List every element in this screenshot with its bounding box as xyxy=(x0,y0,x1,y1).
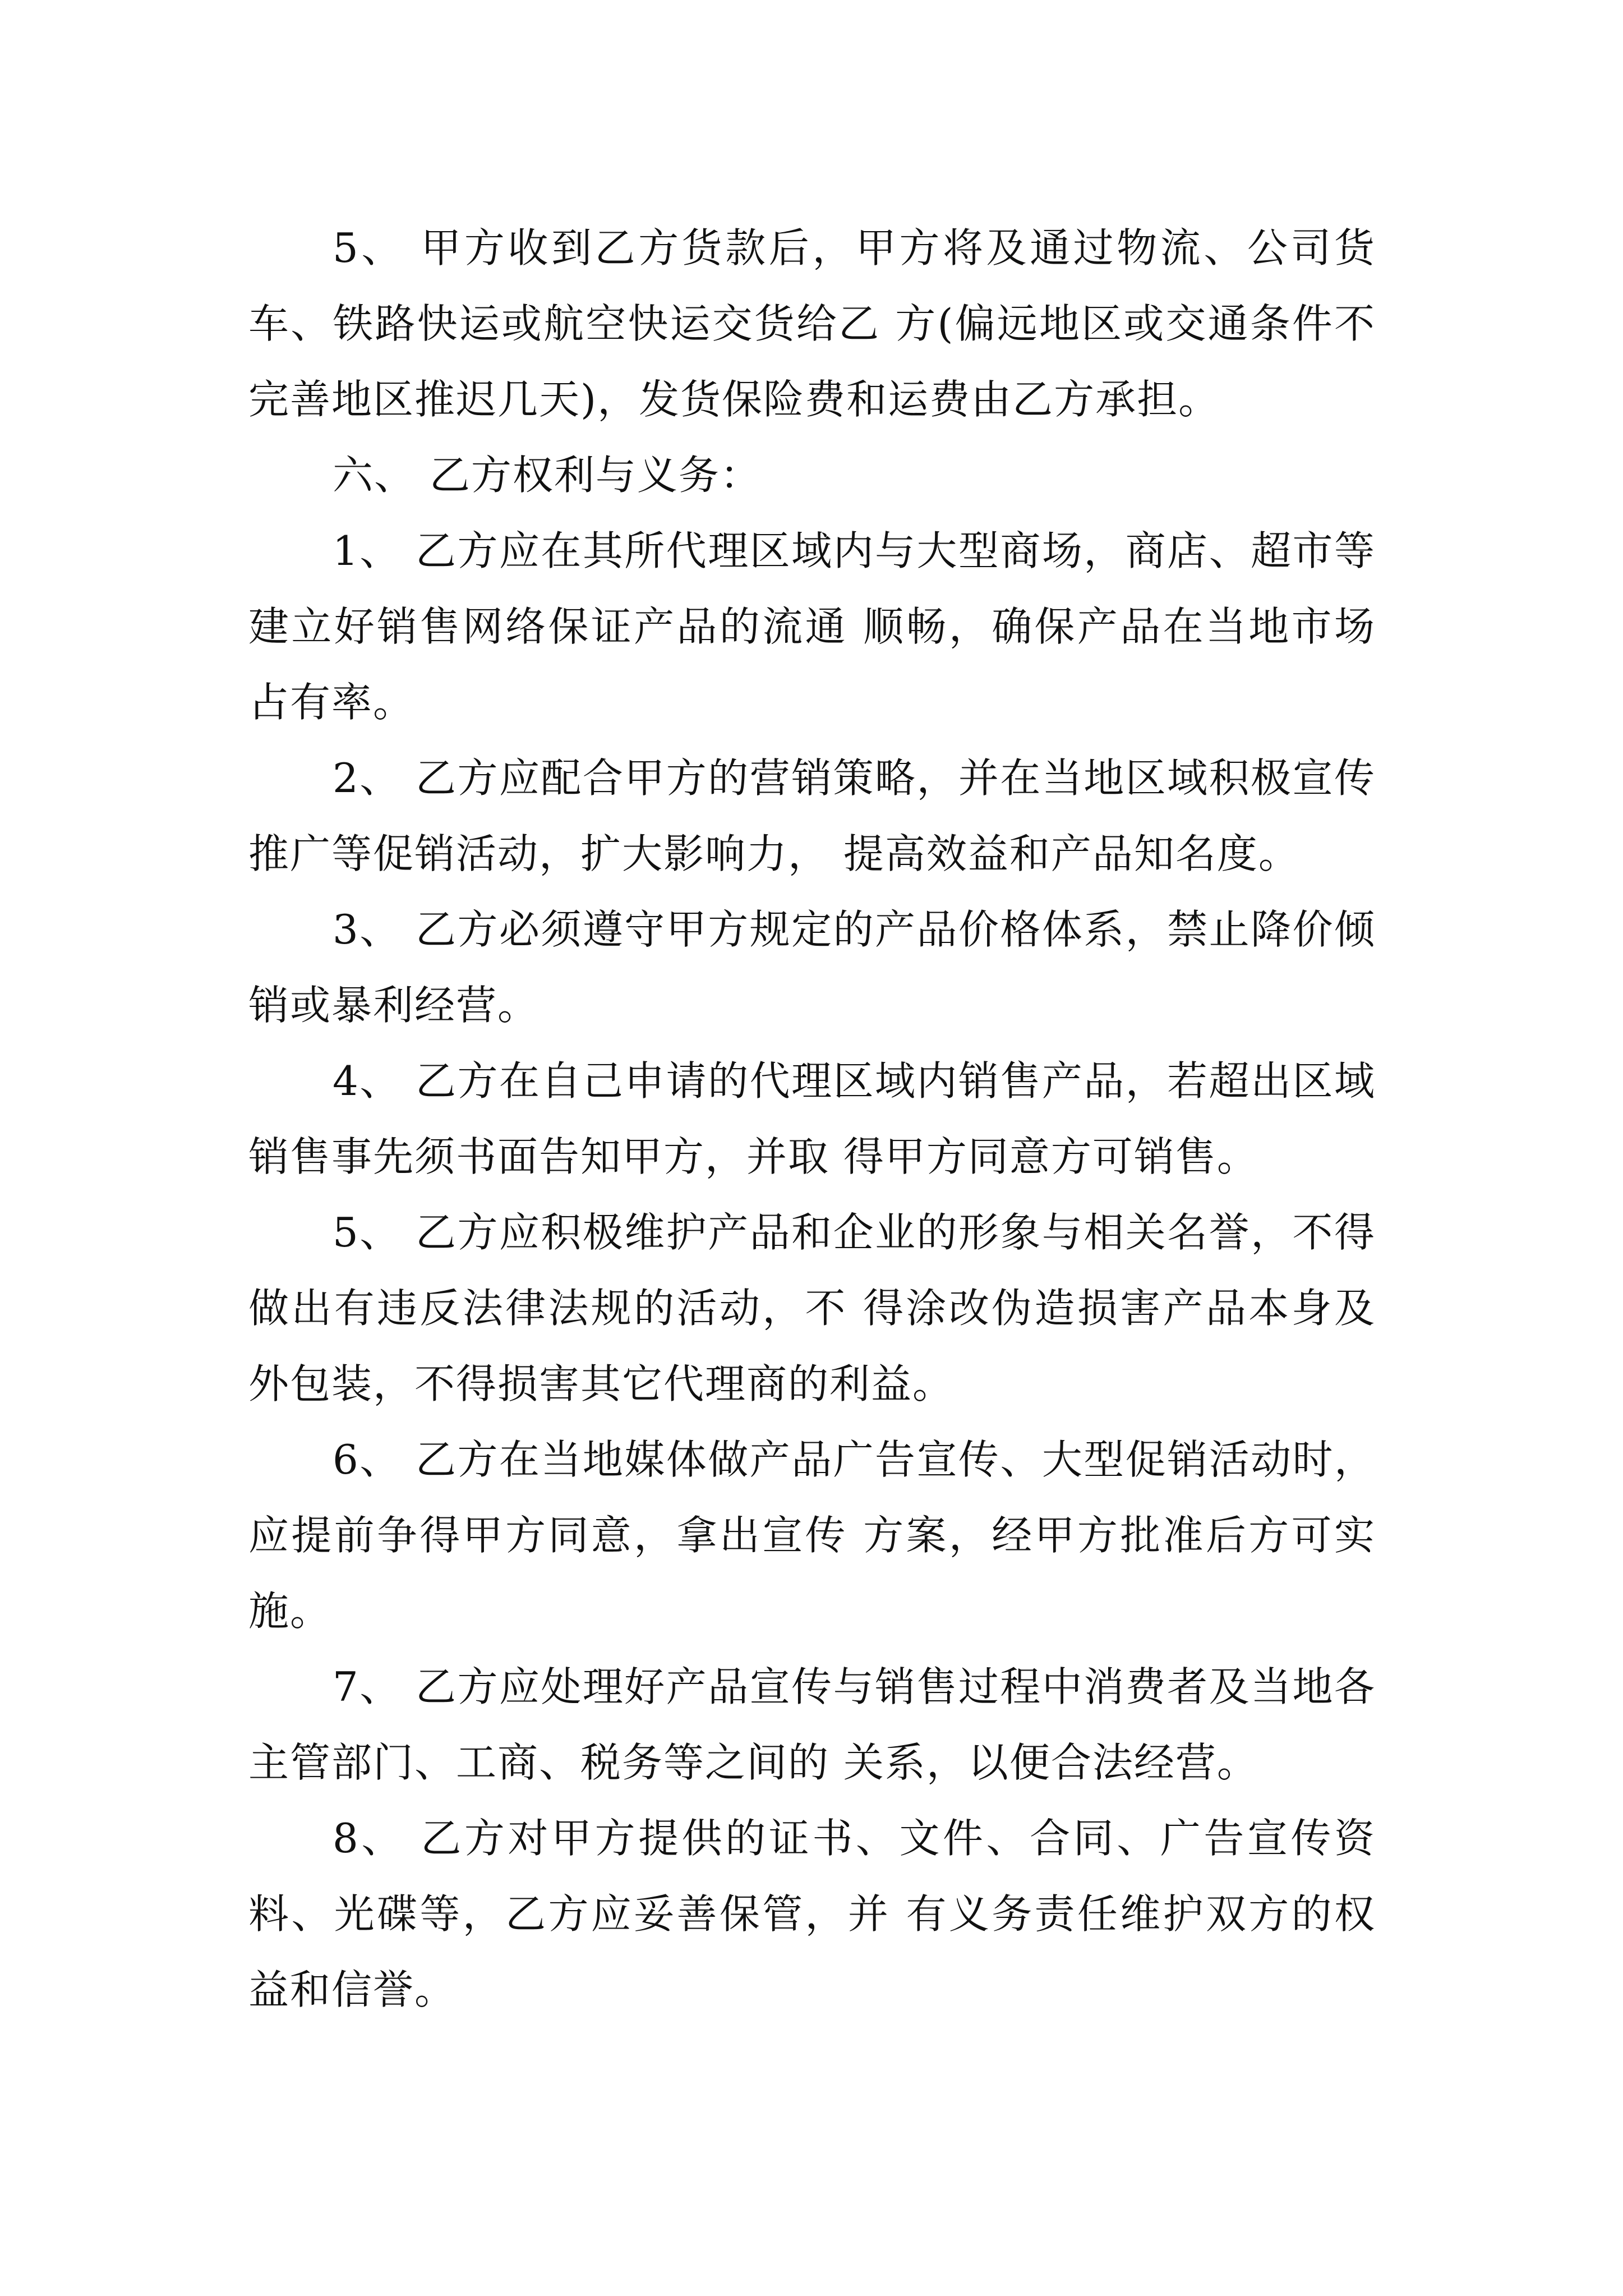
clause-5-delivery: 5、 甲方收到乙方货款后，甲方将及通过物流、公司货车、铁路快运或航空快运交货给乙 方(偏远地区或交通条件不完善地区推迟几天)，发货保险费和运费由乙方承担。 xyxy=(248,224,1376,423)
section-6-heading: 六、 乙方权利与义务： xyxy=(333,452,762,499)
clause-5-reputation: 5、 乙方应积极维护产品和企业的形象与相关名誉，不得做出有违反法律法规的活动，不 得涂改伪造损害产品本身及外包装，不得损害其它代理商的利益。 xyxy=(248,1209,1376,1407)
clause-3-pricing: 3、 乙方必须遵守甲方规定的产品价格体系，禁止降价倾销或暴利经营。 xyxy=(248,906,1376,1029)
clause-8-materials: 8、 乙方对甲方提供的证书、文件、合同、广告宣传资料、光碟等，乙方应妥善保管，并 有义务责任维护双方的权益和信誉。 xyxy=(248,1815,1376,2013)
clause-1-sales-network: 1、 乙方应在其所代理区域内与大型商场，商店、超市等建立好销售网络保证产品的流通 顺畅，确保产品在当地市场占有率。 xyxy=(248,527,1376,726)
clause-7-relations: 7、 乙方应处理好产品宣传与销售过程中消费者及当地各主管部门、工商、税务等之间的 关系，以便合法经营。 xyxy=(248,1663,1376,1786)
clause-4-region: 4、 乙方在自己申请的代理区域内销售产品，若超出区域销售事先须书面告知甲方，并取 得甲方同意方可销售。 xyxy=(248,1057,1376,1180)
clause-2-marketing: 2、 乙方应配合甲方的营销策略，并在当地区域积极宣传推广等促销活动，扩大影响力， 提高效益和产品知名度。 xyxy=(248,754,1376,877)
clause-6-advertising: 6、 乙方在当地媒体做产品广告宣传、大型促销活动时，应提前争得甲方同意，拿出宣传 方案，经甲方批准后方可实施。 xyxy=(248,1436,1376,1635)
document-body xyxy=(248,210,1376,2028)
